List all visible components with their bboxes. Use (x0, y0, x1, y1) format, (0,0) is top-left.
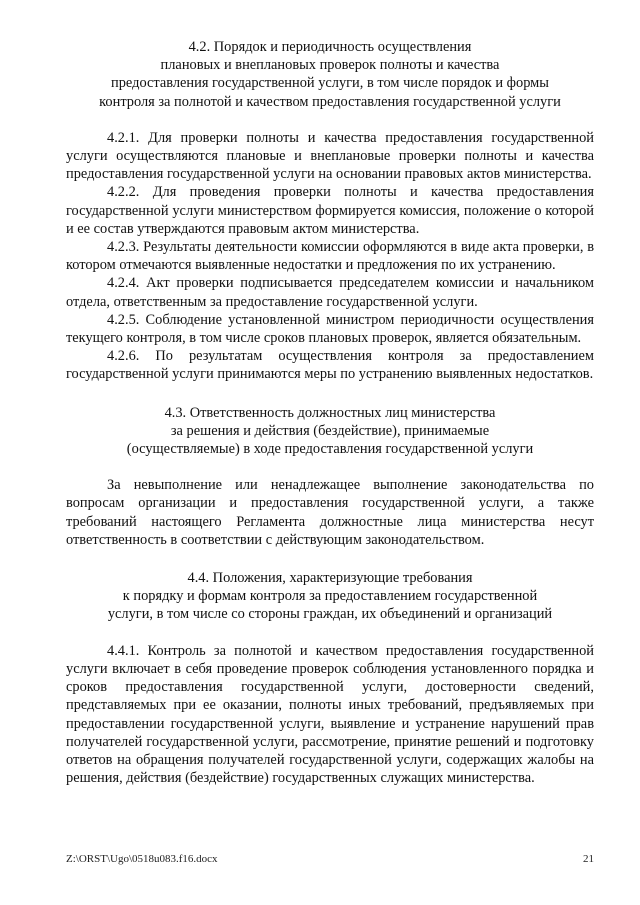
paragraph-4-2-1: 4.2.1. Для проверки полноты и качества предоставления государственной услуги осуществляются плановые и внеплановые проверки полноты и качества предоставления государственной услуги на основании правовых актов министерства. (66, 129, 594, 183)
heading-line: 4.3. Ответственность должностных лиц министерства (164, 404, 496, 421)
heading-line: услуги, в том числе со стороны граждан, их объединений и организаций (107, 606, 553, 623)
paragraph-4-4-1: 4.4.1. Контроль за полнотой и качеством предоставления государственной услуги включает в себя проведение проверок соблюдения установленного порядка и сроков предоставления государственной услуги, достоверности сведений, представляемых при ее оказании, полноты иных требований, предъявляемых при предоставлении государственной услуги, выявление и устранение нарушений прав получателей государственной услуги, рассмотрение, принятие решений и подготовку ответов на обращения получателей государственной услуги, содержащих жалобы на решения, действия (бездействие) государственных служащих министерства. (66, 642, 594, 787)
section-4-2-heading (66, 38, 594, 111)
heading-line: (осуществляемые) в ходе предоставления государственной услуги (126, 441, 534, 458)
heading-line: за решения и действия (бездействие), принимаемые (170, 422, 490, 439)
heading-line: 4.2. Порядок и периодичность осуществления (188, 39, 472, 55)
paragraph-4-2-3: 4.2.3. Результаты деятельности комиссии оформляются в виде акта проверки, в котором отмечаются выявленные недостатки и предложения по их устранению. (66, 239, 594, 274)
heading-line: к порядку и формам контроля за предоставлением государственной (122, 588, 538, 605)
heading-line: 4.4. Положения, характеризующие требования (187, 570, 473, 587)
paragraph-4-2-5: 4.2.5. Соблюдение установленной министром периодичности осуществления текущего контроля, в том числе сроков плановых проверок, является обязательным. (66, 311, 594, 347)
page-footer (66, 853, 594, 869)
paragraph-4-3-body: За невыполнение или ненадлежащее выполнение законодательства по вопросам организации и предоставления государственной услуги, а также требований настоящего Регламента должностные лица министерства несут ответственность в соответствии с действующим законодательством. (66, 477, 594, 548)
heading-line: предоставления государственной услуги, в том числе порядок и формы (111, 75, 549, 92)
heading-line: контроля за полнотой и качеством предоставления государственной услуги (99, 93, 561, 110)
document-page (66, 38, 594, 787)
paragraph-4-2-2: 4.2.2. Для проведения проверки полноты и качества предоставления государственной услуги министерством формируется комиссия, положение о которой и ее состав утверждаются правовым актом министерства. (66, 184, 594, 237)
page-number: 21 (583, 853, 594, 865)
heading-line: плановых и внеплановых проверок полноты и качества (160, 57, 500, 74)
section-4-4-heading (66, 569, 594, 624)
paragraph-4-2-4: 4.2.4. Акт проверки подписывается председателем комиссии и начальником отдела, ответственным за предоставление государственной услуги. (66, 275, 594, 310)
paragraph-4-2-6: 4.2.6. По результатам осуществления контроля за предоставлением государственной услуги принимаются меры по устранению выявленных недостатков. (66, 348, 594, 383)
footer-file-path: Z:\ORST\Ugo\0518u083.f16.docx (66, 853, 218, 865)
section-4-3-heading (66, 404, 594, 459)
